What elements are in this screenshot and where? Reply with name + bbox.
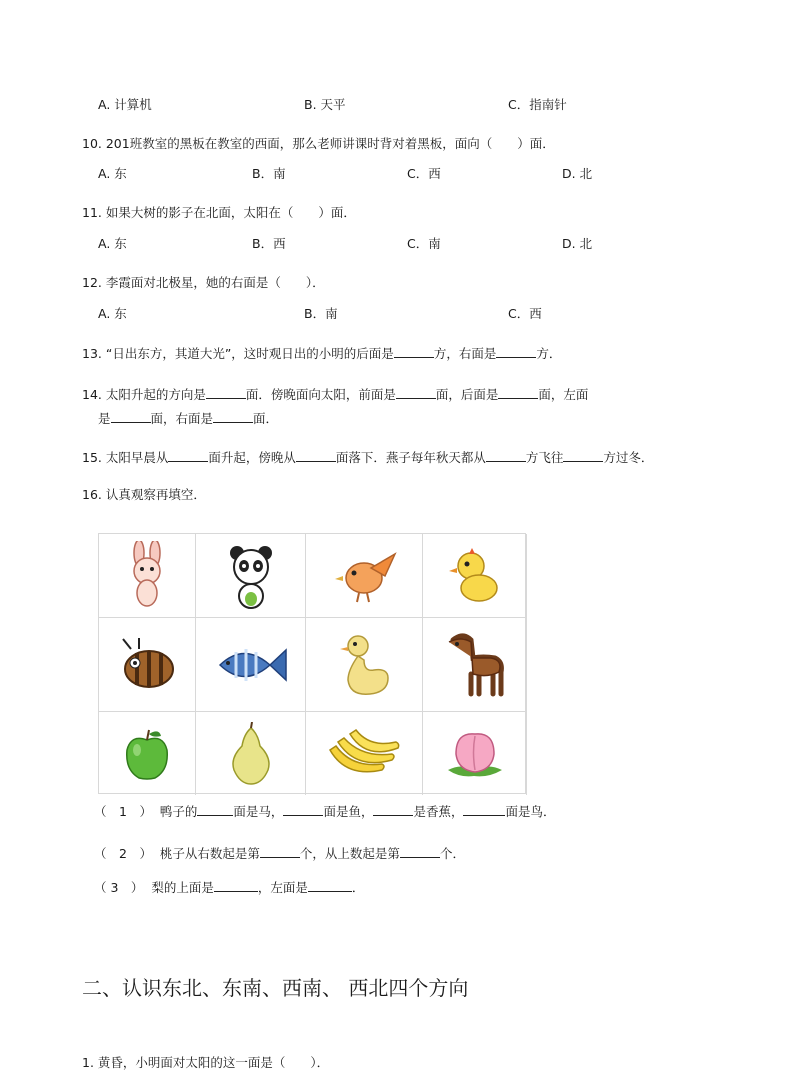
grid-cell bbox=[306, 618, 423, 712]
grid-cell bbox=[423, 534, 527, 618]
q10-text: 10. 201班教室的黑板在教室的西面，那么老师讲课时背对着黑板，面向（ ）面． bbox=[82, 136, 555, 151]
pear-icon bbox=[226, 722, 276, 786]
section-heading: 二、认识东北、东南、西南、 西北四个方向 bbox=[82, 976, 469, 1000]
q1-text: 1. 黄昏，小明面对太阳的这一面是（ ）． bbox=[82, 1055, 330, 1070]
grid-cell bbox=[196, 534, 306, 618]
grid-cell bbox=[196, 712, 306, 795]
q11-option-d: D. 北 bbox=[562, 236, 593, 251]
bird-icon bbox=[329, 546, 399, 606]
grid-cell bbox=[423, 712, 527, 795]
chick-icon bbox=[445, 544, 505, 608]
banana-icon bbox=[326, 726, 402, 782]
q11-option-a: A. 东 bbox=[98, 236, 127, 251]
q14-text-line1: 14. 太阳升起的方向是 面．傍晚面向太阳，前面是 面，后面是 面，左面 bbox=[82, 387, 589, 402]
q11-option-c: C．南 bbox=[407, 236, 441, 251]
sub3-text: （ 3 ） 梨的上面是 ，左面是 ． bbox=[94, 880, 365, 895]
q10-option-c: C．西 bbox=[407, 166, 441, 181]
sub1-text: （ 1 ） 鸭子的 面是马， 面是鱼， 是香蕉， 面是鸟． bbox=[94, 804, 556, 819]
q10-option-a: A. 东 bbox=[98, 166, 127, 181]
q12-option-b: B．南 bbox=[304, 306, 338, 321]
bee-icon bbox=[115, 635, 179, 695]
q13-text: 13. “日出东方，其道大光”，这时观日出的小明的后面是 方，右面是 方． bbox=[82, 346, 562, 361]
q16-text: 16. 认真观察再填空． bbox=[82, 487, 206, 502]
q11-text: 11. 如果大树的影子在北面，太阳在（ ）面． bbox=[82, 205, 356, 220]
peach-icon bbox=[444, 726, 506, 782]
q12-option-c: C．西 bbox=[508, 306, 542, 321]
duck-icon bbox=[334, 630, 394, 700]
q10-option-b: B．南 bbox=[252, 166, 286, 181]
fish-icon bbox=[214, 640, 288, 690]
q9-option-a: A. 计算机 bbox=[98, 97, 152, 112]
sub2-text: （ 2 ） 桃子从右数起是第 个，从上数起是第 个． bbox=[94, 846, 465, 861]
panda-icon bbox=[221, 541, 281, 611]
grid-cell bbox=[99, 712, 196, 795]
q14-text-line2: 是 面，右面是 面． bbox=[98, 411, 279, 426]
q10-option-d: D. 北 bbox=[562, 166, 593, 181]
rabbit-icon bbox=[117, 541, 177, 611]
horse-icon bbox=[443, 630, 507, 700]
apple-icon bbox=[119, 726, 175, 782]
grid-cell bbox=[423, 618, 527, 712]
picture-grid bbox=[98, 533, 526, 794]
grid-cell bbox=[99, 618, 196, 712]
grid-cell bbox=[196, 618, 306, 712]
q15-text: 15. 太阳早晨从 面升起，傍晚从 面落下．燕子每年秋天都从 方飞往 方过冬． bbox=[82, 450, 654, 465]
q9-option-b: B. 天平 bbox=[304, 97, 346, 112]
grid-cell bbox=[306, 712, 423, 795]
grid-cell bbox=[99, 534, 196, 618]
q9-option-c: C．指南针 bbox=[508, 97, 567, 112]
q11-option-b: B．西 bbox=[252, 236, 286, 251]
q12-option-a: A. 东 bbox=[98, 306, 127, 321]
q12-text: 12. 李霞面对北极星，她的右面是（ ）． bbox=[82, 275, 325, 290]
grid-cell bbox=[306, 534, 423, 618]
